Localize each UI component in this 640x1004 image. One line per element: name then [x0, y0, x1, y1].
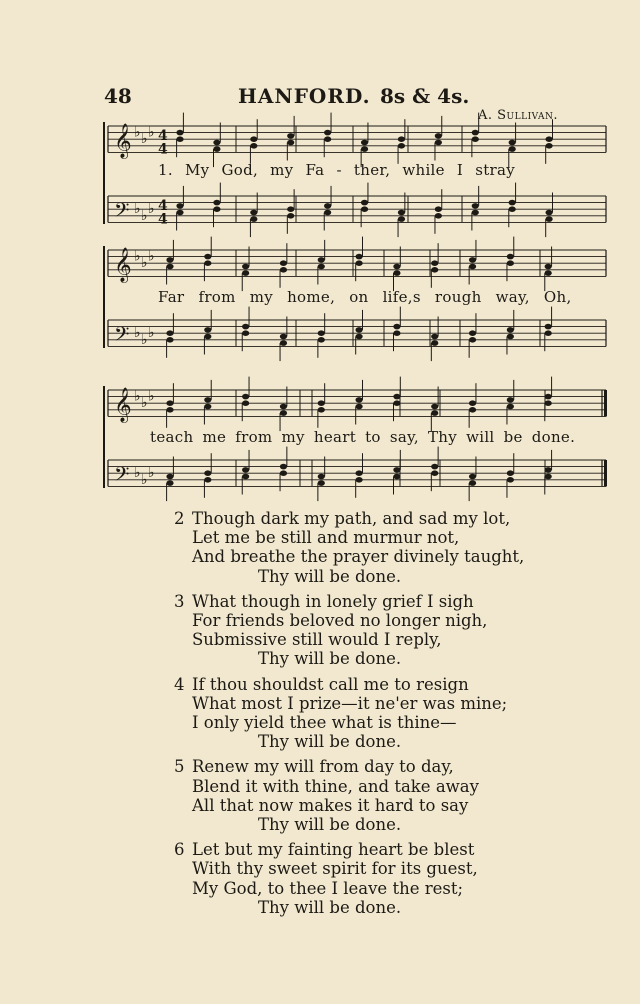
note-head [393, 394, 400, 400]
verse-line-text: And breathe the prayer divinely taught, [192, 547, 525, 567]
verse-4 [174, 675, 594, 752]
note-head [242, 324, 249, 330]
treble-clef: 𝄞 [114, 387, 132, 423]
note-head [361, 206, 368, 212]
note-head [324, 136, 331, 142]
note-head [393, 264, 400, 270]
lyric-line-system-3: teach me from my heart to say, Thy will be done. [150, 428, 576, 446]
note-head [280, 340, 287, 346]
note-head [435, 206, 442, 212]
flat-sign: ♭ [148, 248, 155, 265]
note-head [545, 210, 552, 216]
note-head [318, 400, 325, 406]
verse-line-text: Thy will be done. [258, 815, 402, 835]
flat-sign: ♭ [134, 201, 141, 218]
verse-line-text: Thy will be done. [258, 897, 402, 917]
note-head [431, 334, 438, 340]
note-head [431, 410, 438, 416]
flat-sign: ♭ [141, 207, 148, 224]
note-head [242, 474, 249, 480]
verse-line-text: Let me be still and murmur not, [192, 528, 460, 548]
note-head [250, 143, 257, 149]
note-head [469, 330, 476, 336]
note-head [213, 140, 220, 146]
note-head [355, 327, 362, 333]
note-head [507, 404, 514, 410]
verse-line-text: Thy will be done. [258, 649, 402, 669]
flat-sign: ♭ [148, 201, 155, 218]
note-head [545, 474, 552, 480]
flat-sign: ♭ [134, 388, 141, 405]
note-head [176, 130, 183, 136]
note-head [435, 133, 442, 139]
note-head [398, 210, 405, 216]
note-head [250, 216, 257, 222]
note-head [280, 410, 287, 416]
note-head [242, 467, 249, 473]
note-head [393, 474, 400, 480]
note-head [507, 334, 514, 340]
flat-sign: ♭ [141, 331, 148, 348]
note-head [204, 404, 211, 410]
note-head [507, 477, 514, 483]
flat-sign: ♭ [148, 388, 155, 405]
note-head [361, 140, 368, 146]
note-head [318, 264, 325, 270]
note-head [204, 470, 211, 476]
note-head [280, 404, 287, 410]
note-head [287, 140, 294, 146]
verse-line-text: What most I prize—it ne'er was mine; [192, 693, 508, 713]
note-head [166, 407, 173, 413]
verse-line [174, 694, 594, 713]
verse-line-text: Blend it with thine, and take away [192, 776, 479, 796]
verse-number: 5 [174, 757, 185, 777]
final-barline [604, 460, 607, 486]
note-head [393, 467, 400, 473]
note-head [242, 400, 249, 406]
note-head [431, 260, 438, 266]
verse-refrain-line [174, 649, 594, 668]
time-signature: 4 [158, 141, 168, 158]
verse-refrain-line [174, 567, 594, 586]
note-head [318, 337, 325, 343]
verse-line-text: If thou shouldst call me to resign [192, 674, 469, 694]
note-head [507, 260, 514, 266]
note-head [431, 267, 438, 273]
note-head [431, 404, 438, 410]
note-head [176, 136, 183, 142]
note-head [166, 337, 173, 343]
note-head [250, 210, 257, 216]
note-head [435, 213, 442, 219]
flat-sign: ♭ [141, 255, 148, 272]
note-head [469, 257, 476, 263]
note-head [509, 140, 516, 146]
verse-line [174, 528, 594, 547]
note-head [242, 394, 249, 400]
note-head [287, 133, 294, 139]
note-head [242, 330, 249, 336]
verse-line-text: Thy will be done. [258, 566, 402, 586]
note-head [509, 206, 516, 212]
verse-refrain-line [174, 898, 594, 917]
verse-3 [174, 592, 594, 669]
note-head [166, 264, 173, 270]
time-signature: 4 [158, 211, 168, 228]
note-head [213, 206, 220, 212]
note-head [469, 480, 476, 486]
verse-line [174, 547, 594, 566]
verse-line [174, 796, 594, 815]
verse-line-text: Let but my fainting heart be blest [192, 840, 475, 860]
note-head [545, 216, 552, 222]
note-head [509, 200, 516, 206]
flat-sign: ♭ [134, 465, 141, 482]
verse-line [174, 840, 594, 859]
verse-line [174, 592, 594, 611]
note-head [204, 327, 211, 333]
meter: 8s & 4s. [380, 84, 470, 108]
note-head [355, 397, 362, 403]
flat-sign: ♭ [134, 124, 141, 141]
verse-6 [174, 840, 594, 917]
verse-line-text: Though dark my path, and sad my lot, [192, 509, 511, 528]
note-head [250, 136, 257, 142]
time-signature: 4 [158, 198, 168, 215]
note-head [176, 203, 183, 209]
note-head [545, 400, 552, 406]
page-number: 48 [104, 84, 132, 108]
verse-line [174, 859, 594, 878]
bass-clef: 𝄢 [114, 198, 130, 227]
note-head [280, 470, 287, 476]
flat-sign: ♭ [134, 248, 141, 265]
verse-number: 4 [174, 674, 185, 694]
note-head [280, 464, 287, 470]
time-signature: 4 [158, 128, 168, 145]
note-head [472, 210, 479, 216]
note-head [280, 334, 287, 340]
note-head [545, 394, 552, 400]
note-head [398, 143, 405, 149]
verse-2 [174, 509, 594, 586]
note-head [545, 324, 552, 330]
note-head [398, 216, 405, 222]
verse-refrain-line [174, 732, 594, 751]
note-head [204, 477, 211, 483]
note-head [509, 146, 516, 152]
note-head [507, 254, 514, 260]
note-head [393, 270, 400, 276]
note-head [545, 136, 552, 142]
note-head [355, 470, 362, 476]
verse-line-text: What though in lonely grief I sigh [192, 591, 474, 611]
note-head [545, 270, 552, 276]
treble-clef: 𝄞 [114, 123, 132, 159]
note-head [545, 330, 552, 336]
bass-clef: 𝄢 [114, 462, 130, 491]
tune-name: HANFORD. [238, 84, 371, 108]
note-head [469, 264, 476, 270]
verse-line-text: I only yield thee what is thine— [192, 713, 457, 733]
note-head [355, 260, 362, 266]
note-head [318, 474, 325, 480]
note-head [398, 136, 405, 142]
note-head [242, 270, 249, 276]
verse-refrain-line [174, 815, 594, 834]
note-head [355, 477, 362, 483]
note-head [318, 330, 325, 336]
note-head [166, 480, 173, 486]
note-head [318, 480, 325, 486]
verse-line-text: Renew my will from day to day, [192, 757, 454, 777]
note-head [435, 140, 442, 146]
flat-sign: ♭ [141, 131, 148, 148]
note-head [242, 264, 249, 270]
verse-line [174, 675, 594, 694]
note-head [204, 260, 211, 266]
flat-sign: ♭ [148, 465, 155, 482]
verse-line-text: Submissive still would I reply, [192, 630, 442, 650]
note-head [431, 470, 438, 476]
note-head [545, 143, 552, 149]
verse-line [174, 713, 594, 732]
flat-sign: ♭ [141, 471, 148, 488]
composer: A. Sullivan. [478, 108, 559, 123]
verse-5 [174, 757, 594, 834]
verse-line-text: Thy will be done. [258, 732, 402, 752]
note-head [355, 404, 362, 410]
note-head [469, 337, 476, 343]
flat-sign: ♭ [148, 325, 155, 342]
note-head [472, 136, 479, 142]
verse-line [174, 611, 594, 630]
verse-line [174, 757, 594, 776]
note-head [318, 407, 325, 413]
note-head [287, 206, 294, 212]
flat-sign: ♭ [141, 395, 148, 412]
note-head [166, 400, 173, 406]
verse-line [174, 879, 594, 898]
verse-number: 6 [174, 840, 185, 860]
note-head [355, 334, 362, 340]
note-head [324, 130, 331, 136]
note-head [545, 264, 552, 270]
flat-sign: ♭ [148, 124, 155, 141]
note-head [472, 130, 479, 136]
note-head [472, 203, 479, 209]
verse-line-text: With thy sweet spirit for its guest, [192, 859, 478, 879]
note-head [166, 330, 173, 336]
note-head [166, 474, 173, 480]
note-head [213, 200, 220, 206]
lyric-line-system-1: 1. My God, my Fa - ther, while I stray [158, 161, 516, 179]
note-head [431, 464, 438, 470]
note-head [204, 397, 211, 403]
note-head [507, 470, 514, 476]
verse-number: 3 [174, 591, 185, 611]
note-head [507, 397, 514, 403]
note-head [469, 400, 476, 406]
verse-line [174, 777, 594, 796]
note-head [469, 407, 476, 413]
note-head [355, 254, 362, 260]
verse-line-text: My God, to thee I leave the rest; [192, 878, 464, 898]
note-head [287, 213, 294, 219]
note-head [176, 210, 183, 216]
verse-line-text: For friends beloved no longer nigh, [192, 611, 488, 631]
note-head [280, 260, 287, 266]
note-head [393, 400, 400, 406]
verse-list [174, 509, 594, 923]
note-head [204, 254, 211, 260]
bass-clef: 𝄢 [114, 322, 130, 351]
flat-sign: ♭ [134, 325, 141, 342]
note-head [545, 467, 552, 473]
verse-number: 2 [174, 509, 185, 528]
lyric-line-system-2: Far from my home, on life,s rough way, Oh, [158, 288, 572, 306]
note-head [324, 203, 331, 209]
treble-clef: 𝄞 [114, 247, 132, 283]
note-head [204, 334, 211, 340]
note-head [318, 257, 325, 263]
verse-line [174, 509, 594, 528]
note-head [361, 146, 368, 152]
note-head [393, 330, 400, 336]
note-head [431, 340, 438, 346]
note-head [469, 474, 476, 480]
note-head [393, 324, 400, 330]
verse-line [174, 630, 594, 649]
final-barline [604, 390, 607, 416]
note-head [507, 327, 514, 333]
note-head [361, 200, 368, 206]
note-head [324, 210, 331, 216]
note-head [280, 267, 287, 273]
note-head [213, 146, 220, 152]
note-head [166, 257, 173, 263]
verse-line-text: All that now makes it hard to say [192, 795, 469, 815]
